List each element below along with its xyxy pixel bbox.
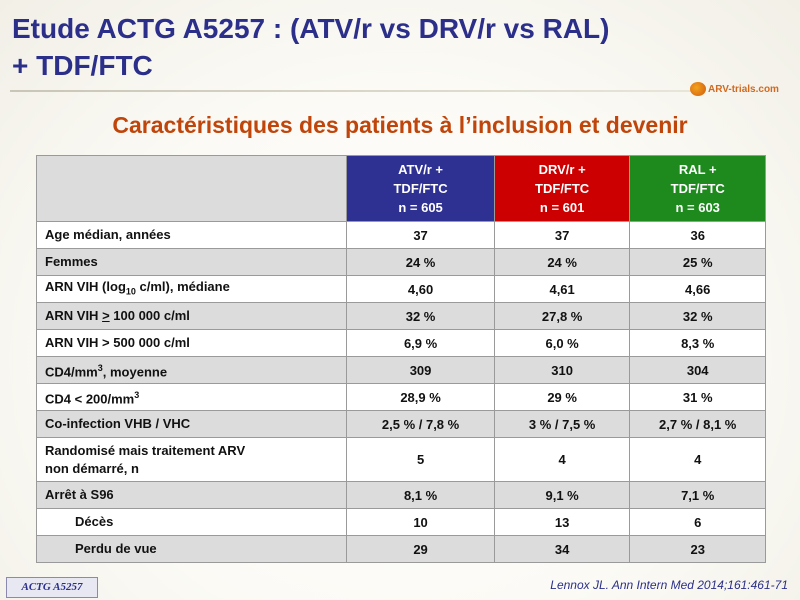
cell-atv: 28,9 % bbox=[347, 384, 495, 411]
cell-atv: 6,9 % bbox=[347, 330, 495, 357]
table-row bbox=[37, 482, 766, 509]
cell-atv: 2,5 % / 7,8 % bbox=[347, 411, 495, 438]
row-label-pre: ARN VIH (log bbox=[45, 278, 126, 294]
cell-drv: 13 bbox=[494, 509, 630, 536]
cell-atv: 5 bbox=[347, 438, 495, 482]
cell-atv: 309 bbox=[347, 357, 495, 384]
cell-atv: 24 % bbox=[347, 249, 495, 276]
cell-drv: 6,0 % bbox=[494, 330, 630, 357]
cell-ral: 2,7 % / 8,1 % bbox=[630, 411, 766, 438]
row-label-superscript: 3 bbox=[97, 362, 103, 373]
row-label bbox=[37, 357, 347, 384]
row-label bbox=[37, 384, 347, 411]
cell-atv: 8,1 % bbox=[347, 482, 495, 509]
row-label: Décès bbox=[37, 509, 347, 536]
cell-ral: 32 % bbox=[630, 303, 766, 330]
header-atv-line2: TDF/FTC bbox=[393, 181, 448, 196]
citation: Lennox JL. Ann Intern Med 2014;161:461-71 bbox=[550, 578, 788, 592]
table-row bbox=[37, 330, 766, 357]
cell-atv: 10 bbox=[347, 509, 495, 536]
table-row bbox=[37, 276, 766, 303]
row-label bbox=[37, 303, 347, 330]
logo-globe-icon bbox=[690, 82, 706, 96]
header-blank-cell bbox=[37, 156, 347, 222]
header-atv bbox=[347, 156, 495, 222]
row-label: Co-infection VHB / VHC bbox=[37, 411, 347, 438]
header-ral-line3: n = 603 bbox=[675, 200, 720, 215]
row-label-line1: Randomisé mais traitement ARV bbox=[45, 442, 246, 458]
row-label-symbol: > bbox=[102, 308, 110, 323]
row-label-subscript: 10 bbox=[125, 286, 136, 297]
title-line-2: + TDF/FTC bbox=[12, 50, 153, 81]
cell-drv: 4,61 bbox=[494, 276, 630, 303]
title-divider bbox=[10, 90, 700, 92]
table-row bbox=[37, 411, 766, 438]
header-drv-line1: DRV/r + bbox=[538, 162, 586, 177]
row-label: Arrêt à S96 bbox=[37, 482, 347, 509]
row-label-post: , moyenne bbox=[102, 364, 168, 380]
table-row bbox=[37, 303, 766, 330]
cell-atv: 4,60 bbox=[347, 276, 495, 303]
cell-drv: 24 % bbox=[494, 249, 630, 276]
cell-ral: 4 bbox=[630, 438, 766, 482]
cell-drv: 9,1 % bbox=[494, 482, 630, 509]
cell-drv: 37 bbox=[494, 222, 630, 249]
table-header-row bbox=[37, 156, 766, 222]
cell-ral: 8,3 % bbox=[630, 330, 766, 357]
table-row bbox=[37, 438, 766, 482]
header-ral bbox=[630, 156, 766, 222]
table-row bbox=[37, 509, 766, 536]
row-label-post: 100 000 c/ml bbox=[109, 308, 190, 323]
header-drv-line2: TDF/FTC bbox=[535, 181, 590, 196]
cell-drv: 3 % / 7,5 % bbox=[494, 411, 630, 438]
cell-atv: 32 % bbox=[347, 303, 495, 330]
row-label: ARN VIH > 500 000 c/ml bbox=[37, 330, 347, 357]
cell-drv: 27,8 % bbox=[494, 303, 630, 330]
row-label-superscript: 3 bbox=[134, 389, 140, 400]
cell-ral: 4,66 bbox=[630, 276, 766, 303]
header-ral-line2: TDF/FTC bbox=[670, 181, 725, 196]
cell-ral: 25 % bbox=[630, 249, 766, 276]
row-label: Perdu de vue bbox=[37, 536, 347, 563]
header-ral-line1: RAL + bbox=[678, 162, 717, 177]
row-label-line2: non démarré, n bbox=[45, 460, 139, 476]
study-tag: ACTG A5257 bbox=[6, 577, 98, 598]
arv-trials-logo bbox=[690, 78, 790, 100]
cell-ral: 23 bbox=[630, 536, 766, 563]
header-drv-line3: n = 601 bbox=[539, 200, 585, 215]
table-row bbox=[37, 222, 766, 249]
row-label-pre: CD4/mm bbox=[45, 364, 98, 380]
title-line-1: Etude ACTG A5257 : (ATV/r vs DRV/r vs RAL) bbox=[12, 13, 610, 44]
table-row bbox=[37, 536, 766, 563]
cell-ral: 304 bbox=[630, 357, 766, 384]
cell-ral: 6 bbox=[630, 509, 766, 536]
row-label-post: c/ml), médiane bbox=[135, 278, 230, 294]
row-label bbox=[37, 276, 347, 303]
cell-drv: 34 bbox=[494, 536, 630, 563]
cell-ral: 7,1 % bbox=[630, 482, 766, 509]
header-drv bbox=[494, 156, 630, 222]
slide-subtitle: Caractéristiques des patients à l’inclusion et devenir bbox=[112, 112, 688, 138]
cell-ral: 36 bbox=[630, 222, 766, 249]
row-label-pre: CD4 < 200/mm bbox=[45, 391, 135, 407]
table-row bbox=[37, 384, 766, 411]
patient-characteristics-table bbox=[36, 155, 766, 563]
row-label-pre: ARN VIH bbox=[45, 308, 103, 323]
cell-ral: 31 % bbox=[630, 384, 766, 411]
cell-drv: 29 % bbox=[494, 384, 630, 411]
row-label: Femmes bbox=[37, 249, 347, 276]
row-label: Age médian, années bbox=[37, 222, 347, 249]
slide-title bbox=[12, 10, 772, 84]
cell-drv: 4 bbox=[494, 438, 630, 482]
table-row bbox=[37, 357, 766, 384]
cell-atv: 37 bbox=[347, 222, 495, 249]
table-row bbox=[37, 249, 766, 276]
logo-text: ARV-trials.com bbox=[708, 83, 779, 95]
cell-drv: 310 bbox=[494, 357, 630, 384]
cell-atv: 29 bbox=[347, 536, 495, 563]
header-atv-line1: ATV/r + bbox=[398, 162, 444, 177]
row-label bbox=[37, 438, 347, 482]
header-atv-line3: n = 605 bbox=[398, 200, 443, 215]
